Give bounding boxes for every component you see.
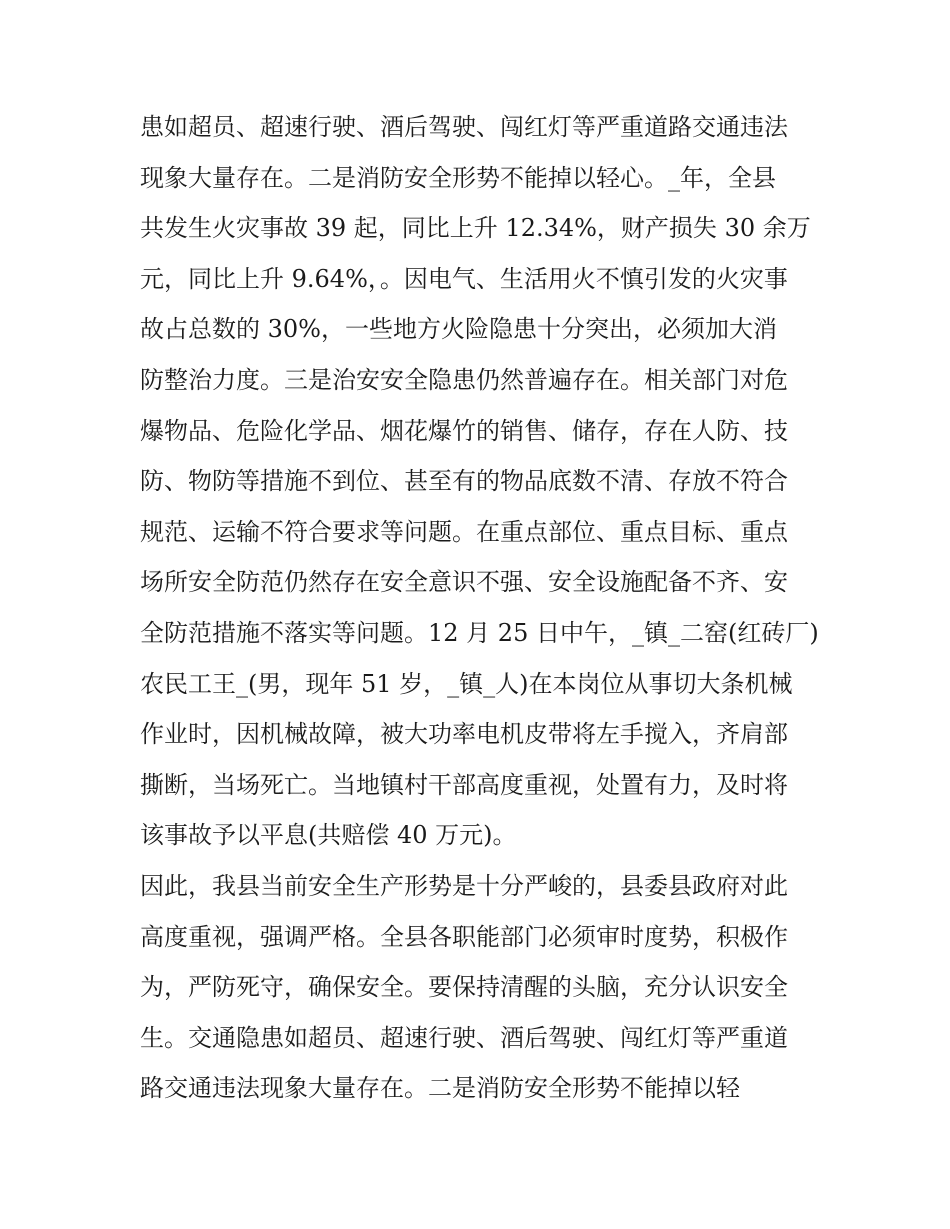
text-line: 患如超员、超速行驶、酒后驾驶、闯红灯等严重道路交通违法 — [140, 113, 788, 141]
text-line: 该事故予以平息(共赔偿 40 万元)。 — [140, 821, 517, 850]
text-line: 爆物品、危险化学品、烟花爆竹的销售、储存，存在人防、技 — [140, 416, 788, 445]
text-line: 规范、运输不符合要求等问题。在重点部位、重点目标、重点 — [140, 517, 788, 546]
text-line: 高度重视，强调严格。全县各职能部门必须审时度势，积极作 — [140, 922, 788, 951]
text-line: 防、物防等措施不到位、甚至有的物品底数不清、存放不符合 — [140, 467, 788, 496]
text-line: 故占总数的 30%，一些地方火险隐患十分突出，必须加大消 — [140, 315, 777, 344]
text-line: 全防范措施不落实等问题。12 月 25 日中午，_镇_二窑(红砖厂) — [140, 618, 819, 647]
text-line: 路交通违法现象大量存在。二是消防安全形势不能掉以轻 — [140, 1074, 740, 1103]
text-line: 场所安全防范仍然存在安全意识不强、安全设施配备不齐、安 — [140, 568, 788, 597]
text-line: 共发生火灾事故 39 起，同比上升 12.34%，财产损失 30 余万 — [140, 214, 811, 243]
text-line: 作业时，因机械故障，被大功率电机皮带将左手搅入，齐肩部 — [140, 720, 788, 749]
text-line: 现象大量存在。二是消防安全形势不能掉以轻心。_年，全县 — [140, 163, 776, 192]
text-line: 防整治力度。三是治安安全隐患仍然普遍存在。相关部门对危 — [140, 365, 788, 394]
text-line: 元，同比上升 9.64%，。因电气、生活用火不慎引发的火灾事 — [140, 264, 788, 293]
body-text — [140, 102, 830, 1114]
text-line: 为，严防死守，确保安全。要保持清醒的头脑，充分认识安全 — [140, 973, 788, 1002]
text-line: 撕断，当场死亡。当地镇村干部高度重视，处置有力，及时将 — [140, 770, 788, 799]
text-line: 农民工王_(男，现年 51 岁，_镇_人)在本岗位从事切大条机械 — [140, 669, 793, 698]
text-line: 生。交通隐患如超员、超速行驶、酒后驾驶、闯红灯等严重道 — [140, 1023, 788, 1052]
text-line: 因此，我县当前安全生产形势是十分严峻的，县委县政府对此 — [140, 871, 788, 900]
